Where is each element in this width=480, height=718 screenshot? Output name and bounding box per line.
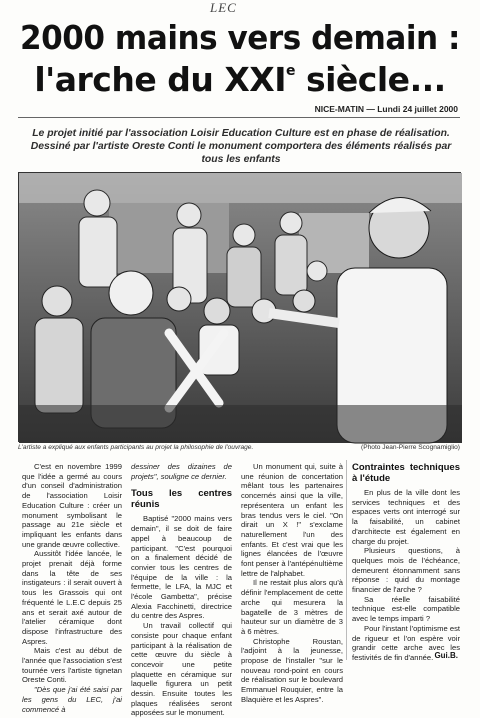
paragraph: Un travail collectif qui consiste pour chaque enfant participant à la réalisation de cette œuvre du siècle à concevoir une petite plaquette en céramique sur laquelle figurera un petit dessin. Ensuite toutes les plaques réalisées seront apposées sur le monument. bbox=[131, 621, 232, 718]
paragraph: dessiner des dizaines de projets", souligne ce dernier. bbox=[131, 462, 232, 481]
paragraph: En plus de la ville dont les services techniques et des espaces verts ont interrogé sur la faisabilité, un cabinet d'architecte est également en charge du projet. bbox=[352, 488, 460, 546]
paragraph: Plusieurs questions, à quelques mois de l'échéance, demeurent étonnamment sans réponse : quid du montage financier de l'arche ? bbox=[352, 546, 460, 595]
article-photo bbox=[18, 172, 461, 442]
paragraph: C'est en novembre 1999 que l'idée a germé au cours d'un conseil d'administration de l'association Loisir Education Culture : créer un monument symbolisant le passage au 21e siècle et impliquant les enfants dans une grande œuvre collective. bbox=[22, 462, 122, 549]
paragraph: Baptisé "2000 mains vers demain", il se doit de faire appel à beaucoup de participant. "C'est pourquoi on a finalement décidé de convier tous les centres de l'équipe de la ville : la fermette, le LFA, la MJC et l'école Gambetta", précise Alexia Facchinetti, directrice du centre des Aspres. bbox=[131, 514, 232, 621]
paragraph: Pour l'instant l'optimisme est de rigueur et l'on espère voir grandir cette arche avec les festivités de fin d'année. bbox=[352, 623, 460, 662]
dateline: NICE-MATIN — Lundi 24 juillet 2000 bbox=[314, 104, 458, 114]
headline-superscript: e bbox=[285, 63, 295, 79]
paragraph: Sa réelle faisabilité technique est-elle compatible avec le temps imparti ? bbox=[352, 594, 460, 624]
headline-line-2-end: siècle... bbox=[294, 60, 446, 99]
column-divider bbox=[346, 460, 347, 660]
paragraph-quote: "Dès que j'ai été saisi par les gens du LEC, j'ai commencé à bbox=[22, 685, 122, 714]
author-signature: Gui.B. bbox=[434, 651, 458, 660]
column-3 bbox=[241, 462, 343, 705]
paragraph: Christophe Roustan, l'adjoint à la jeunesse, propose de l'installer "sur le nouveau rond-point en cours de réalisation sur le boulevard Emmanuel Rouquier, entre la Blaquière et les Aspres". bbox=[241, 636, 343, 704]
lede: Le projet initié par l'association Loisir Education Culture est en phase de réalisation. Dessiné par l'artiste Oreste Conti le monument comportera des éléments réalisés par tous les enfants bbox=[30, 128, 452, 165]
photo-caption: L'artiste a expliqué aux enfants participants au projet la philosophie de l'ouvrage. bbox=[18, 444, 254, 451]
photo-credit: (Photo Jean-Pierre Scognamiglio) bbox=[361, 444, 460, 451]
paragraph: Aussitôt l'idée lancée, le projet prenait déjà forme dans la tête de ses instigateurs : il serait ouvert à tous les Grassois qui ont fréquenté le L.E.C depuis 25 ans et serait axé autour de l'atelier céramique dont dispose l'infrastructure des Aspres. bbox=[22, 549, 122, 646]
paragraph: Mais c'est au début de l'année que l'association s'est tournée vers l'artiste tignetan Oreste Conti. bbox=[22, 646, 122, 685]
handwritten-note: LEC bbox=[210, 0, 237, 15]
dateline-rule bbox=[18, 117, 460, 118]
column-4 bbox=[352, 462, 460, 663]
column-1 bbox=[22, 462, 122, 714]
subheading-centres: Tous les centres réunis bbox=[131, 488, 232, 511]
subheading-contraintes: Contraintes techniques à l'étude bbox=[352, 462, 460, 484]
headline-line-2-main: l'arche du XXI bbox=[34, 60, 286, 99]
headline-line-2 bbox=[0, 60, 480, 99]
paragraph: Un monument qui, suite à une réunion de concertation mêlant tous les partenaires concernés ainsi que la ville, représentera un enfant les bras tendus vers le ciel. "On dirait un X !" s'exclame naturellement l'un des enfants. Et c'est vrai que les lignes élancées de l'œuvre font penser à l'antépénultième lettre de l'alphabet. bbox=[241, 462, 343, 578]
paragraph: Il ne restait plus alors qu'à définir l'emplacement de cette arche qui mesurera la bagatelle de 3 mètres de hauteur sur un diamètre de 3 à 6 mètres. bbox=[241, 578, 343, 636]
column-2 bbox=[131, 462, 232, 718]
headline-line-1: 2000 mains vers demain : bbox=[20, 18, 460, 57]
photo-illustration bbox=[19, 173, 462, 443]
